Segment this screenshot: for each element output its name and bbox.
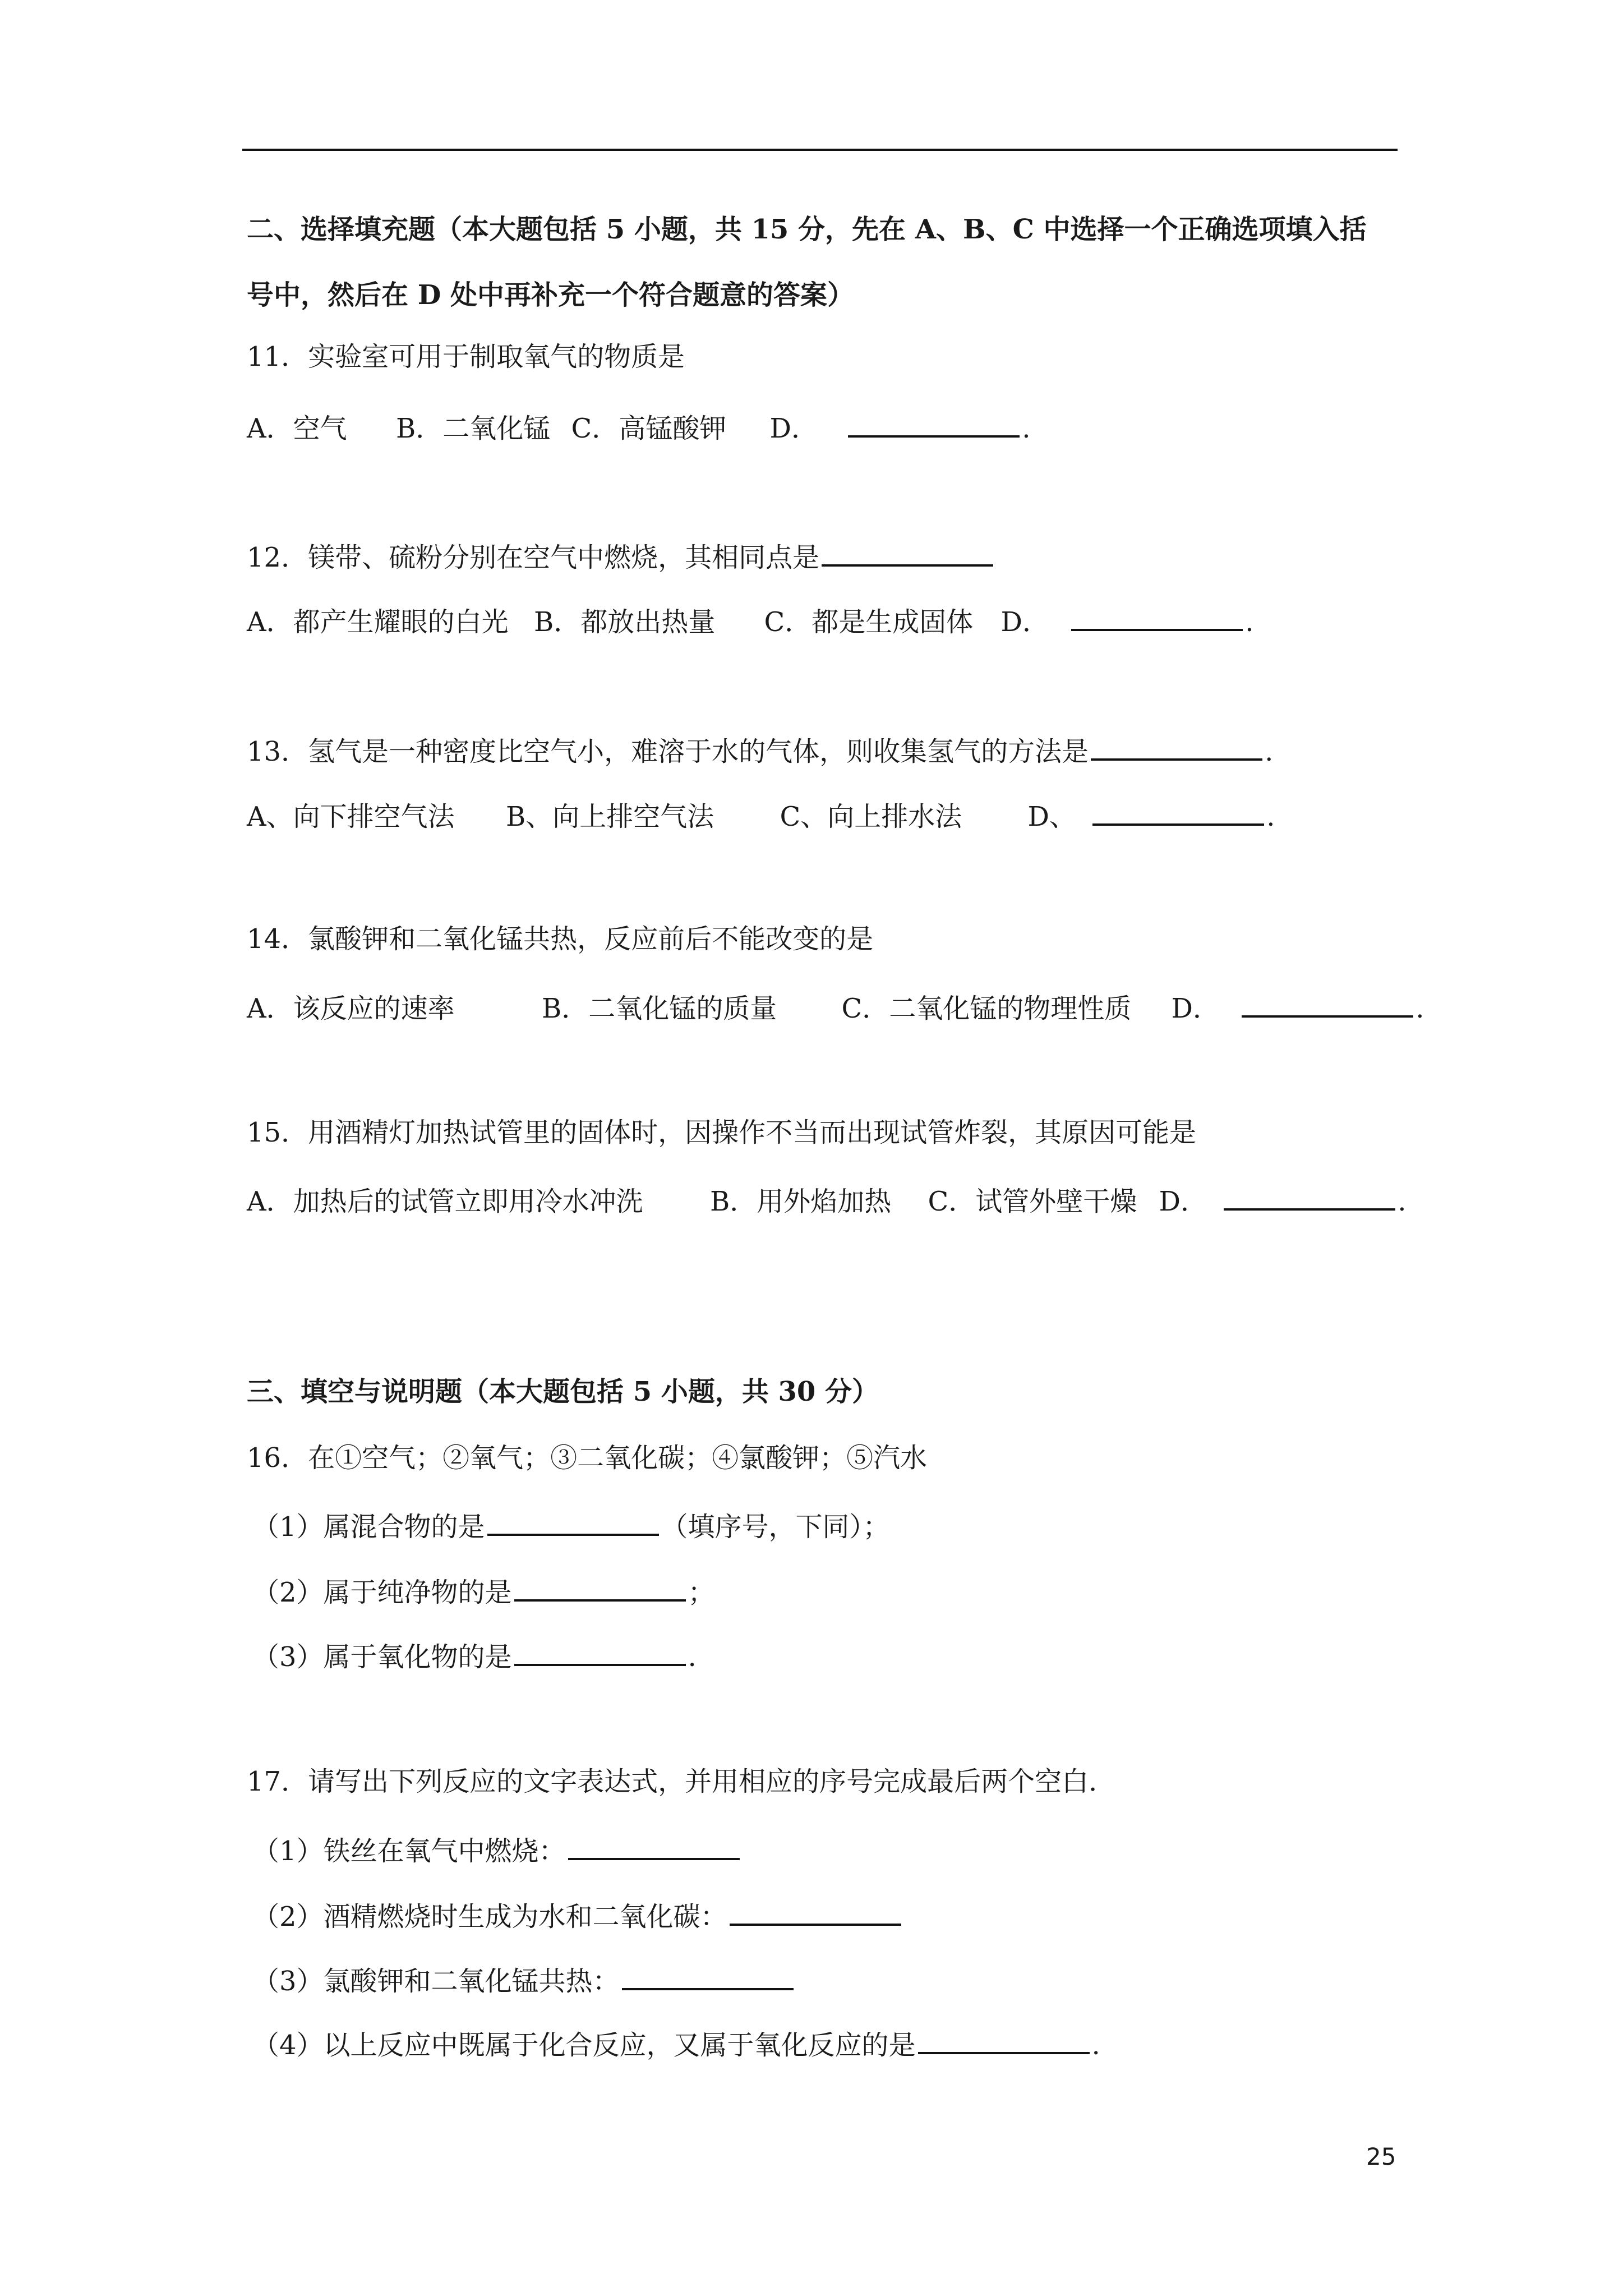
q14-option-b: B．二氧化锰的质量 [541, 993, 777, 1024]
q16-part-3-blank[interactable] [514, 1639, 686, 1666]
q17-part-4-text: （4）以上反应中既属于化合反应，又属于氧化反应的是 [252, 2030, 916, 2061]
q14-option-a: A．该反应的速率 [247, 993, 455, 1024]
q15-options [247, 1184, 1407, 1215]
q17-part-4-end: . [1091, 2030, 1100, 2061]
q13-stem-blank[interactable] [1091, 734, 1262, 761]
q12-period: . [1245, 606, 1254, 638]
q15-stem: 15．用酒精灯加热试管里的固体时，因操作不当而出现试管炸裂，其原因可能是 [247, 1117, 1197, 1148]
q14-period: . [1415, 993, 1424, 1024]
q14-option-c: C．二氧化锰的物理性质 [841, 993, 1132, 1024]
q13-stem-line [247, 734, 1273, 765]
q13-stem-period: . [1265, 736, 1274, 767]
q12-option-d: D． [1000, 606, 1049, 638]
q15-option-c: C．试管外壁干燥 [928, 1186, 1137, 1217]
q11-option-d: D． [769, 413, 818, 444]
q12-stem-blank[interactable] [822, 540, 993, 567]
q13-option-a: A、向下排空气法 [247, 801, 455, 832]
q16-part-1-note: （填序号，下同）； [661, 1511, 890, 1543]
q14-options [247, 991, 1424, 1022]
q17-part-1-text: （1）铁丝在氧气中燃烧： [252, 1835, 566, 1867]
q13-options [247, 799, 1275, 830]
q12-stem-line [247, 540, 995, 571]
q17-part-4-blank[interactable] [918, 2027, 1090, 2054]
q12-answer-blank[interactable] [1071, 604, 1243, 631]
q17-part-3-blank[interactable] [622, 1963, 794, 1990]
q16-part-2-text: （2）属于纯净物的是 [252, 1577, 512, 1608]
q16-stem: 16．在①空气；②氧气；③二氧化碳；④氯酸钾；⑤汽水 [247, 1442, 928, 1474]
q17-part-2 [252, 1899, 903, 1930]
q11-answer-blank[interactable] [848, 411, 1020, 438]
q16-part-2-end: ； [688, 1577, 715, 1608]
q13-option-b: B、向上排空气法 [505, 801, 714, 832]
page-number: 25 [1366, 2143, 1396, 2170]
q11-stem: 11．实验室可用于制取氧气的物质是 [247, 341, 685, 372]
q15-period: . [1398, 1186, 1407, 1217]
q12-option-b: B．都放出热量 [533, 606, 716, 638]
q17-part-3 [252, 1963, 796, 1995]
section-2-title-line-2: 号中，然后在 D 处中再补充一个符合题意的答案） [247, 279, 855, 311]
q11-option-a: A．空气 [247, 413, 347, 444]
q15-answer-blank[interactable] [1224, 1184, 1395, 1211]
q16-part-2-blank[interactable] [514, 1575, 686, 1602]
q12-option-a: A．都产生耀眼的白光 [247, 606, 509, 638]
q14-option-d: D． [1171, 993, 1220, 1024]
q14-answer-blank[interactable] [1242, 991, 1413, 1018]
q11-option-c: C．高锰酸钾 [571, 413, 727, 444]
q16-part-1 [252, 1509, 890, 1543]
q14-stem: 14．氯酸钾和二氧化锰共热，反应前后不能改变的是 [247, 923, 874, 955]
q12-stem: 12．镁带、硫粉分别在空气中燃烧，其相同点是 [247, 542, 820, 573]
q13-option-d: D、 [1027, 801, 1076, 832]
q16-part-3 [252, 1639, 697, 1671]
q11-option-b: B．二氧化锰 [395, 413, 551, 444]
q16-part-3-end: . [688, 1641, 697, 1673]
q16-part-1-blank[interactable] [487, 1509, 659, 1536]
q15-option-d: D． [1159, 1186, 1207, 1217]
q17-part-3-text: （3）氯酸钾和二氧化锰共热： [252, 1966, 620, 1997]
q13-answer-blank[interactable] [1092, 799, 1264, 826]
q15-option-a: A．加热后的试管立即用冷水冲洗 [247, 1186, 643, 1217]
q15-option-b: B．用外焰加热 [709, 1186, 892, 1217]
section-2-title-line-1: 二、选择填充题（本大题包括 5 小题，共 15 分，先在 A、B、C 中选择一个正确选项填入括 [247, 214, 1367, 245]
q12-option-c: C．都是生成固体 [764, 606, 974, 638]
q11-options [247, 411, 1031, 442]
q16-part-3-text: （3）属于氧化物的是 [252, 1641, 512, 1673]
q13-option-c: C、向上排水法 [780, 801, 962, 832]
section-3-title: 三、填空与说明题（本大题包括 5 小题，共 30 分） [247, 1376, 879, 1407]
q13-period: . [1266, 801, 1275, 832]
q17-part-1 [252, 1833, 742, 1865]
q16-part-2 [252, 1575, 715, 1606]
q17-part-2-blank[interactable] [730, 1899, 901, 1926]
q13-stem: 13．氢气是一种密度比空气小，难溶于水的气体，则收集氢气的方法是 [247, 736, 1089, 767]
q17-part-4 [252, 2027, 1100, 2059]
q16-part-1-text: （1）属混合物的是 [252, 1511, 485, 1543]
q17-part-1-blank[interactable] [568, 1833, 740, 1860]
q17-part-2-text: （2）酒精燃烧时生成为水和二氧化碳： [252, 1901, 727, 1932]
q17-stem: 17．请写出下列反应的文字表达式，并用相应的序号完成最后两个空白． [247, 1766, 1116, 1797]
header-rule [242, 149, 1398, 151]
q11-period: . [1022, 413, 1031, 444]
q12-options [247, 604, 1254, 636]
